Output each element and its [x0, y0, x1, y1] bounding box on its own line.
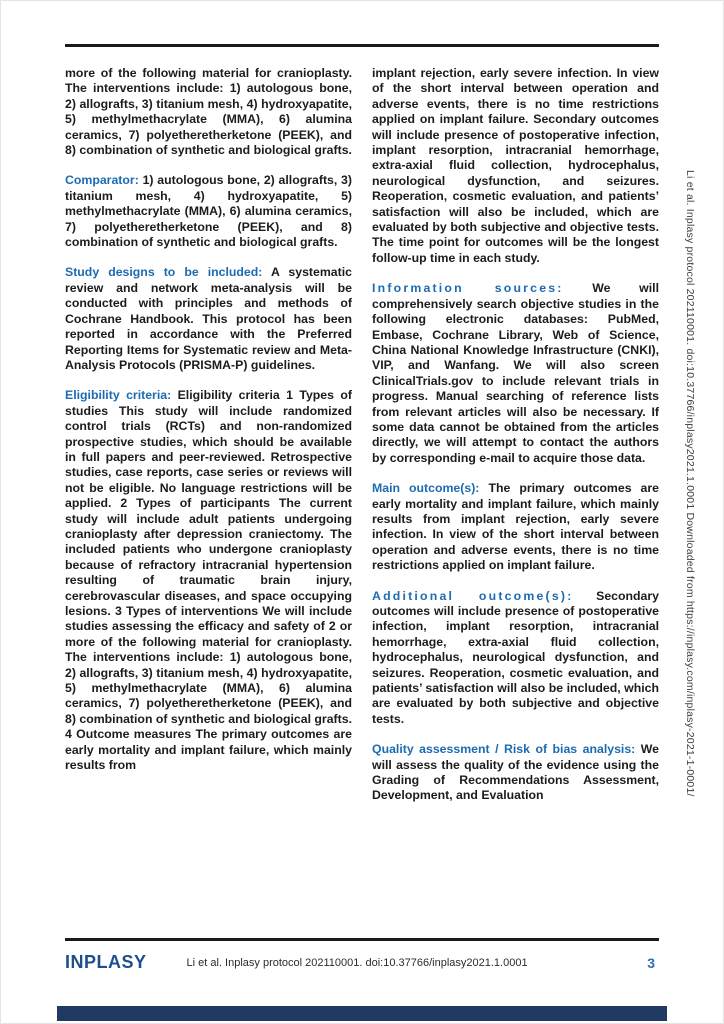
- footer-citation: Li et al. Inplasy protocol 202110001. doi:10.37766/inplasy2021.1.0001: [186, 956, 528, 969]
- paragraph-information-sources: [372, 281, 659, 466]
- section-heading-eligibility: Eligibility criteria:: [65, 388, 172, 403]
- top-rule: [65, 44, 659, 47]
- section-heading-main-outcomes: Main outcome(s):: [372, 481, 480, 496]
- bottom-navy-bar: [57, 1006, 667, 1021]
- section-heading-comparator: Comparator:: [65, 173, 139, 188]
- inplasy-logo: INPLASY: [65, 952, 147, 972]
- right-column: [372, 66, 659, 804]
- two-column-body: [65, 66, 659, 804]
- paragraph-text: 1) autologous bone, 2) allografts, 3) titanium mesh, 4) hydroxyapatite, 5) methylmethacrylate (MMA), 6) alumina ceramics, 7) polyetheretherketone (PEEK), and 8) combination of synthetic and biological grafts.: [65, 173, 352, 250]
- page-number: 3: [647, 954, 655, 971]
- paragraph-text: implant rejection, early severe infection. In view of the short interval between operation and adverse events, there is no time restrictions applied on implant failure. Secondary outcomes will include presence of postoperative infection, implant resorption, intracranial hemorrhage, extra-axial fluid collection, hydrocephalus, neurological dysfunction, and seizures. Reoperation, cosmetic evaluation, and patients’ satisfaction will also be included, which are evaluated by both subjective and objective tests. The time point for outcomes will be the longest follow-up time in each study.: [372, 66, 659, 265]
- paragraph-text: more of the following material for cranioplasty. The interventions include: 1) autologous bone, 2) allografts, 3) titanium mesh, 4) hydroxyapatite, 5) methylmethacrylate (MMA), 6) alumina ceramics, 7) polyetheretherketone (PEEK), and 8) combination of synthetic and biological grafts.: [65, 66, 352, 158]
- paragraph-interventions-continuation: [65, 66, 352, 158]
- paragraph-text: Eligibility criteria 1 Types of studies This study will include randomized control trials (RCTs) and non-randomized prospective studies, which should be available in full papers and peer-reviewed. Retrospective studies, case reports, case series or reviews will not be eligible. No language restrictions will be applied. 2 Types of participants The current study will include adult patients undergoing cranioplasty after depression craniectomy. The included patients who undergone cranioplasty because of refractory intracranial hypertension resulting of traumatic brain injury, cerebrovascular diseases, and space occupying lesions. 3 Types of interventions We will include studies assessing the efficacy and safety of 2 or more of the following material for cranioplasty. The interventions include: 1) autologous bone, 2) allografts, 3) titanium mesh, 4) hydroxyapatite, 5) methylmethacrylate (MMA), 6) alumina ceramics, 7) polyetheretherketone (PEEK), and 8) combination of synthetic and biological grafts. 4 Outcome measures The primary outcomes are early mortality and implant failure, which mainly results from: [65, 388, 352, 773]
- paragraph-text: Secondary outcomes will include presence of postoperative infection, implant resorption, intracranial hemorrhage, extra-axial fluid collection, hydrocephalus, neurological dysfunction, and seizures. Reoperation, cosmetic evaluation, and patients’ satisfaction will also be included, which are evaluated by both subjective and objective tests.: [372, 588, 660, 726]
- paragraph-outcomes-continuation: [372, 66, 659, 266]
- section-heading-information-sources: Information sources:: [372, 281, 564, 296]
- paragraph-additional-outcomes: [372, 589, 659, 728]
- paragraph-text: A systematic review and network meta-analysis will be conducted with principles and methods of Cochrane Handbook. This protocol has been reported in accordance with the Preferred Reporting Items for Systematic review and Meta-Analysis Protocols (PRISMA-P) guidelines.: [65, 265, 352, 372]
- left-column: [65, 66, 352, 804]
- paragraph-text: The primary outcomes are early mortality and implant failure, which mainly results from implant rejection, early severe infection. In view of the short interval between operation and adverse events, there is no time restrictions applied on implant failure.: [372, 481, 660, 573]
- footer-rule: [65, 938, 659, 941]
- section-heading-quality-assessment: Quality assessment / Risk of bias analysis:: [372, 742, 636, 757]
- sidebar-vertical-citation: Li et al. Inplasy protocol 202110001. doi:10.37766/inplasy2021.1.0001 Downloaded from https://inplasy.com/inplasy-2021-1-0001/: [684, 170, 696, 797]
- paragraph-comparator: [65, 173, 352, 250]
- section-heading-study-designs: Study designs to be included:: [65, 265, 263, 280]
- paragraph-study-designs: [65, 265, 352, 373]
- paragraph-eligibility-criteria: [65, 388, 352, 773]
- section-heading-additional-outcomes: Additional outcome(s):: [372, 588, 574, 603]
- paragraph-quality-assessment: [372, 742, 659, 804]
- paragraph-main-outcomes: [372, 481, 659, 573]
- footer: [65, 952, 659, 973]
- paragraph-text: We will assess the quality of the evidence using the Grading of Recommendations Assessment, Development, and Evaluation: [372, 742, 659, 803]
- paragraph-text: We will comprehensively search objective studies in the following electronic databases: PubMed, Embase, Cochrane Library, Web of Science, China National Knowledge Infrastructure (CNKI), VIP, and Wanfang. We will also screen ClinicalTrials.gov to include relevant trials in progress. Manual searching of reference lists from relevant articles will also be necessary. If some data cannot be obtained from the articles directly, we will attempt to contact the authors by corresponding e-mail to acquire those data.: [372, 281, 659, 465]
